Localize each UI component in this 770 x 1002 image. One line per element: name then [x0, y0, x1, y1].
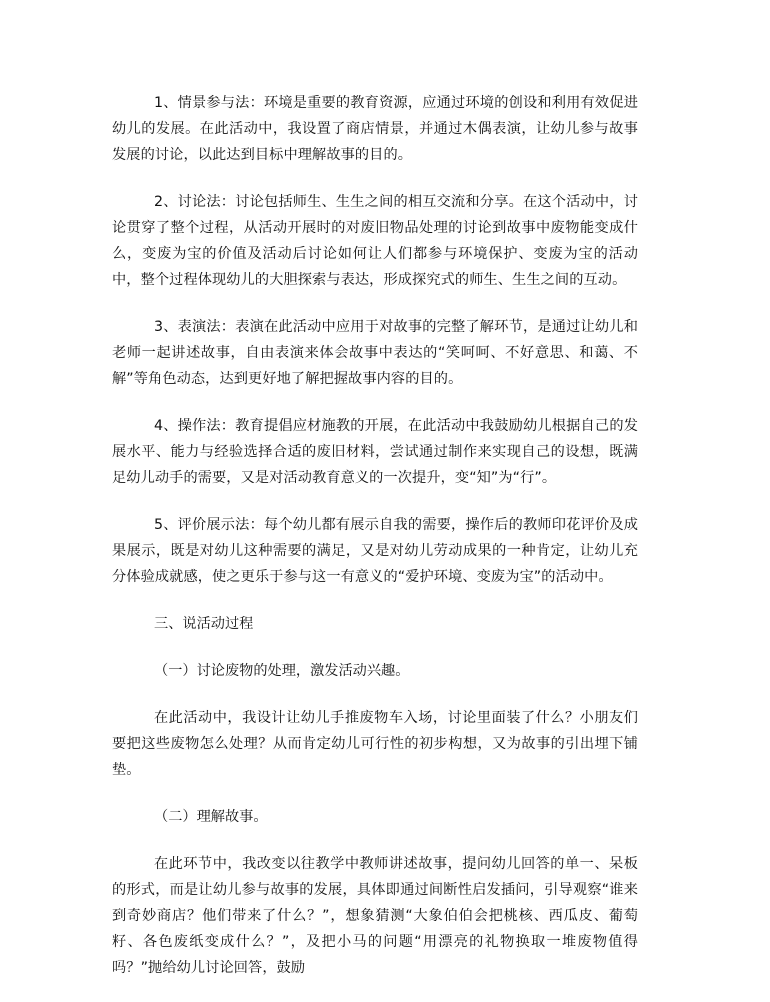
paragraph-performance-method: 3、表演法：表演在此活动中应用于对故事的完整了解环节，是通过让幼儿和老师一起讲述故事，自由表演来体会故事中表达的“笑呵呵、不好意思、和蔼、不解”等角色动态，达到更好地了解把握故事内容的目的。 — [112, 319, 638, 387]
subsection-text-2: 在此环节中，我改变以往教学中教师讲述故事，提问幼儿回答的单一、呆板的形式，而是让幼儿参与故事的发展，具体即通过间断性启发插问，引导观察“谁来到奇妙商店？他们带来了什么？”，想象猜测“大象伯伯会把桃核、西瓜皮、葡萄籽、各色废纸变成什么？”，及把小马的问题“用漂亮的礼物换取一堆废物值得吗？”抛给幼儿讨论回答，鼓励 — [112, 856, 638, 976]
document-body — [112, 90, 638, 1002]
paragraph-discussion-method: 2、讨论法：讨论包括师生、生生之间的相互交流和分享。在这个活动中，讨论贯穿了整个过程，从活动开展时的对废旧物品处理的讨论到故事中废物能变成什么，变废为宝的价值及活动后讨论如何让人们都参与环境保护、变废为宝的活动中，整个过程体现幼儿的大胆探索与表达，形成探究式的师生、生生之间的互动。 — [112, 194, 638, 288]
section-heading: 三、说活动过程 — [154, 616, 254, 632]
subsection-heading-2: （二）理解故事。 — [154, 809, 268, 825]
paragraph-operation-method: 4、操作法：教育提倡应材施教的开展，在此活动中我鼓励幼儿根据自己的发展水平、能力与经验选择合适的废旧材料，尝试通过制作来实现自己的设想，既满足幼儿动手的需要，又是对活动教育意义的一次提升，变“知”为“行”。 — [112, 418, 638, 486]
paragraph-evaluation-method: 5、评价展示法：每个幼儿都有展示自我的需要，操作后的教师印花评价及成果展示，既是对幼儿这种需要的满足，又是对幼儿劳动成果的一种肯定，让幼儿充分体验成就感，使之更乐于参与这一有意义的“爱护环境、变废为宝”的活动中。 — [112, 517, 638, 585]
paragraph-situational-method: 1、情景参与法：环境是重要的教育资源，应通过环境的创设和利用有效促进幼儿的发展。在此活动中，我设置了商店情景，并通过木偶表演，让幼儿参与故事发展的讨论，以此达到目标中理解故事的目的。 — [112, 95, 638, 163]
subsection-heading-1: （一）讨论废物的处理，激发活动兴趣。 — [154, 663, 410, 679]
subsection-text-1: 在此活动中，我设计让幼儿手推废物车入场，讨论里面装了什么？小朋友们要把这些废物怎么处理？从而肯定幼儿可行性的初步构想，又为故事的引出埋下铺垫。 — [112, 710, 638, 778]
